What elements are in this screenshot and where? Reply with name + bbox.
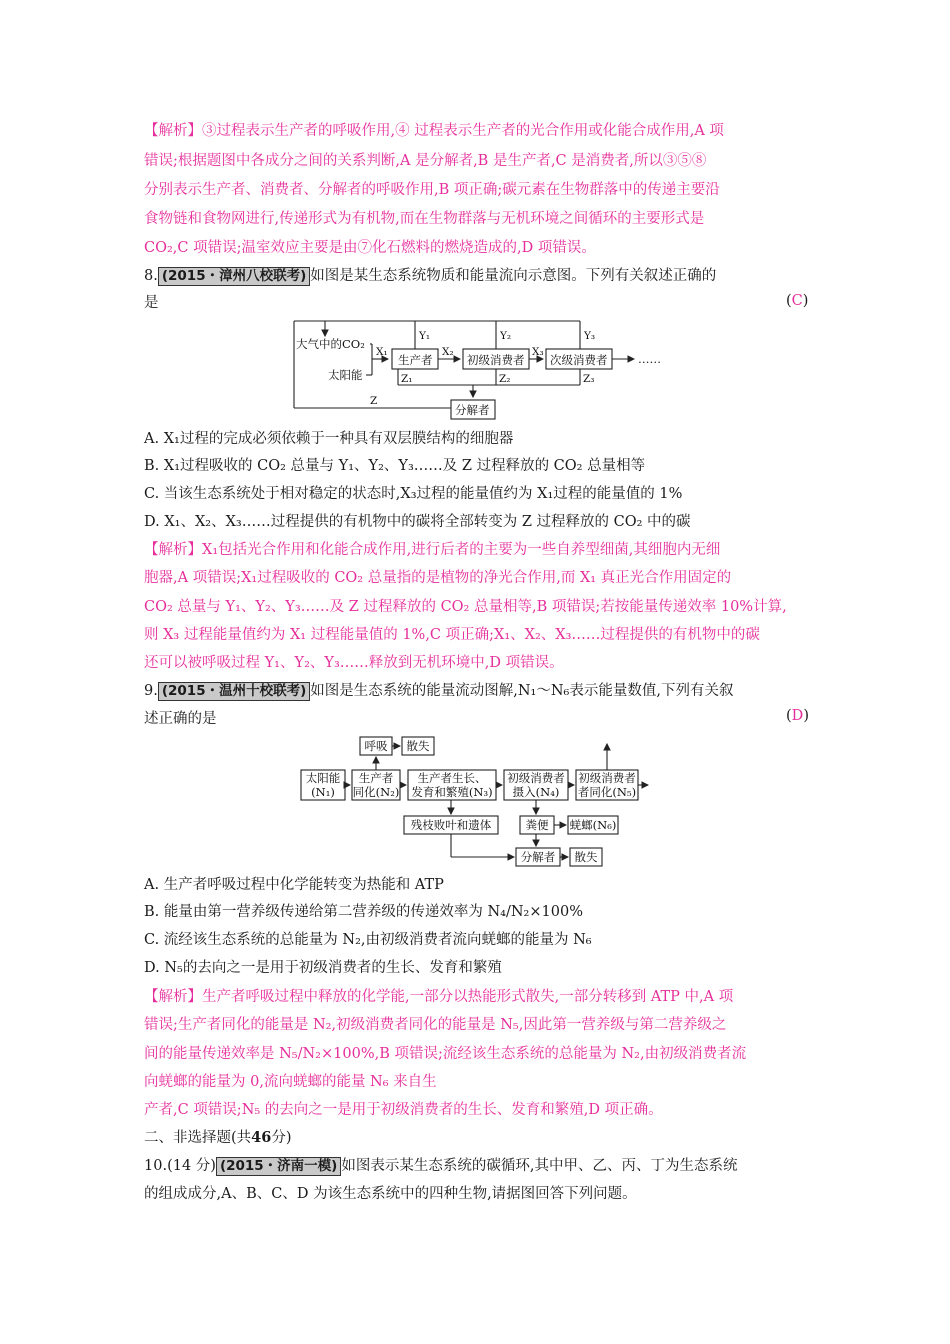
dissipate-label: 散失: [406, 739, 430, 753]
question-8-stem-cont: 是: [144, 295, 159, 311]
y2-label: Y₂: [500, 330, 512, 342]
question-number: 9.: [144, 683, 158, 699]
analysis-9-line-4: 向蜣螂的能量为 0,流向蜣螂的能量 N₆ 来自生: [144, 1074, 437, 1090]
growth-label-2: 发育和繁殖(N₃): [411, 785, 493, 799]
analysis-8-line-4: 则 X₃ 过程能量值约为 X₁ 过程能量值的 1%,C 项正确;X₁、X₂、X₃……过程提供的有机物中的碳: [144, 627, 760, 643]
answer-letter: D: [791, 708, 804, 724]
section-heading-suffix: 分): [271, 1130, 292, 1146]
question-9-stem: [144, 681, 814, 701]
litter-label: 残枝败叶和遗体: [410, 818, 492, 832]
x3-label: X₃: [532, 346, 544, 358]
answer-letter: C: [791, 293, 803, 309]
sun-label-1: 太阳能: [305, 771, 341, 785]
z-label: Z: [370, 395, 378, 407]
growth-label-1: 生产者生长、: [417, 771, 487, 785]
decomposer-label: 分解者: [455, 403, 490, 417]
question-8-answer: (C): [786, 293, 809, 309]
passim-label-1: 初级消费者: [578, 771, 636, 785]
analysis-9-line-1: 【解析】生产者呼吸过程中释放的化学能,一部分以热能形式散失,一部分转移到 ATP 中,A 项: [144, 989, 734, 1005]
z1-label: Z₁: [401, 373, 413, 385]
analysis-7-line-4: 食物链和食物网进行,传递形式为有机物,而在生物群落与无机环境之间循环的主要形式是: [144, 211, 705, 227]
question-8-option-d[interactable]: D. X₁、X₂、X₃……过程提供的有机物中的碳将全部转变为 Z 过程释放的 CO₂ 中的碳: [144, 514, 691, 530]
assim-label-2: 同化(N₂): [352, 785, 400, 799]
question-9-answer: (D): [786, 708, 809, 724]
analysis-7-line-2: 错误;根据题图中各成分之间的关系判断,A 是分解者,B 是生产者,C 是消费者,所以③⑤⑧: [144, 153, 707, 169]
question-number: 10.: [144, 1158, 168, 1174]
question-9-stem-cont: 述正确的是: [144, 711, 217, 727]
analysis-8-line-3: CO₂ 总量与 Y₁、Y₂、Y₃……及 Z 过程释放的 CO₂ 总量相等,B 项错误;若按能量传递效率 10%计算,: [144, 599, 787, 615]
energy-flow-diagram-9: [296, 734, 656, 870]
x2-label: X₂: [442, 346, 454, 358]
dissipate-label-2: 散失: [574, 850, 598, 864]
analysis-9-line-5: 产者,C 项错误;N₅ 的去向之一是用于初级消费者的生长、发育和繁殖,D 项正确。: [144, 1102, 663, 1118]
stem-text: 如图是生态系统的能量流动图解,N₁～N₆表示能量数值,下列有关叙: [310, 683, 734, 699]
intake-label-1: 初级消费者: [507, 771, 565, 785]
producer-label: 生产者: [398, 353, 433, 367]
beetle-label: 蜣螂(N₆): [569, 818, 617, 832]
question-number: 8.: [144, 268, 158, 284]
energy-flow-diagram-8: [280, 316, 700, 426]
analysis-9-line-3: 间的能量传递效率是 N₅/N₂×100%,B 项错误;流经该生态系统的总能量为 N₂,由初级消费者流: [144, 1046, 747, 1062]
secondary-consumer-label: 次级消费者: [550, 353, 608, 367]
z2-label: Z₂: [499, 373, 511, 385]
decomposer-label: 分解者: [520, 850, 556, 864]
respiration-label: 呼吸: [364, 739, 388, 753]
question-9-option-a[interactable]: A. 生产者呼吸过程中化学能转变为热能和 ATP: [144, 877, 444, 893]
analysis-8-line-2: 胞器,A 项错误;X₁过程吸收的 CO₂ 总量指的是植物的净光合作用,而 X₁ 真正光合作用固定的: [144, 570, 732, 586]
y1-label: Y₁: [419, 330, 431, 342]
question-8-option-c[interactable]: C. 当该生态系统处于相对稳定的状态时,X₃过程的能量值约为 X₁过程的能量值的 1%: [144, 486, 683, 502]
assim-label-1: 生产者: [358, 771, 394, 785]
stem-text: 如图表示某生态系统的碳循环,其中甲、乙、丙、丁为生态系统: [341, 1158, 738, 1174]
question-10-stem: [144, 1156, 814, 1176]
section-score: 46: [251, 1129, 272, 1146]
question-score: (14 分): [167, 1158, 216, 1174]
primary-consumer-label: 初级消费者: [467, 353, 525, 367]
continuation-dots: ……: [638, 352, 661, 366]
sun-label-2: (N₁): [311, 785, 335, 799]
co2-label: 大气中的CO₂: [296, 337, 365, 351]
source-tag: (2015・济南一模): [216, 1157, 341, 1176]
intake-label-2: 摄入(N₄): [512, 785, 560, 799]
section-2-heading: [144, 1128, 814, 1148]
z3-label: Z₃: [583, 373, 595, 385]
question-9-option-d[interactable]: D. N₅的去向之一是用于初级消费者的生长、发育和繁殖: [144, 960, 502, 976]
section-heading-text: 二、非选择题(共: [144, 1130, 252, 1146]
analysis-7-line-1: 【解析】③过程表示生产者的呼吸作用,④ 过程表示生产者的光合作用或化能合成作用,A 项: [144, 123, 724, 139]
analysis-7-line-5: CO₂,C 项错误;温室效应主要是由⑦化石燃料的燃烧造成的,D 项错误。: [144, 240, 596, 256]
y3-label: Y₃: [584, 330, 596, 342]
feces-label: 粪便: [525, 818, 549, 832]
analysis-8-line-1: 【解析】X₁包括光合作用和化能合成作用,进行后者的主要为一些自养型细菌,其细胞内无细: [144, 542, 721, 558]
question-9-option-b[interactable]: B. 能量由第一营养级传递给第二营养级的传递效率为 N₄/N₂×100%: [144, 904, 583, 920]
stem-text: 如图是某生态系统物质和能量流向示意图。下列有关叙述正确的: [310, 268, 717, 284]
source-tag: (2015・漳州八校联考): [158, 267, 310, 286]
sun-label: 太阳能: [328, 368, 363, 382]
analysis-8-line-5: 还可以被呼吸过程 Y₁、Y₂、Y₃……释放到无机环境中,D 项错误。: [144, 655, 564, 671]
question-8-option-b[interactable]: B. X₁过程吸收的 CO₂ 总量与 Y₁、Y₂、Y₃……及 Z 过程释放的 CO₂ 总量相等: [144, 458, 646, 474]
analysis-9-line-2: 错误;生产者同化的能量是 N₂,初级消费者同化的能量是 N₅,因此第一营养级与第二营养级之: [144, 1017, 727, 1033]
question-10-stem-cont: 的组成成分,A、B、C、D 为该生态系统中的四种生物,请据图回答下列问题。: [144, 1186, 637, 1202]
question-8-option-a[interactable]: A. X₁过程的完成必须依赖于一种具有双层膜结构的细胞器: [144, 431, 514, 447]
x1-label: X₁: [376, 346, 388, 358]
question-8-stem: [144, 266, 814, 286]
passim-label-2: 者同化(N₅): [577, 785, 637, 799]
analysis-7-line-3: 分别表示生产者、消费者、分解者的呼吸作用,B 项正确;碳元素在生物群落中的传递主要沿: [144, 182, 720, 198]
question-9-option-c[interactable]: C. 流经该生态系统的总能量为 N₂,由初级消费者流向蜣螂的能量为 N₆: [144, 932, 592, 948]
source-tag: (2015・温州十校联考): [158, 682, 310, 701]
